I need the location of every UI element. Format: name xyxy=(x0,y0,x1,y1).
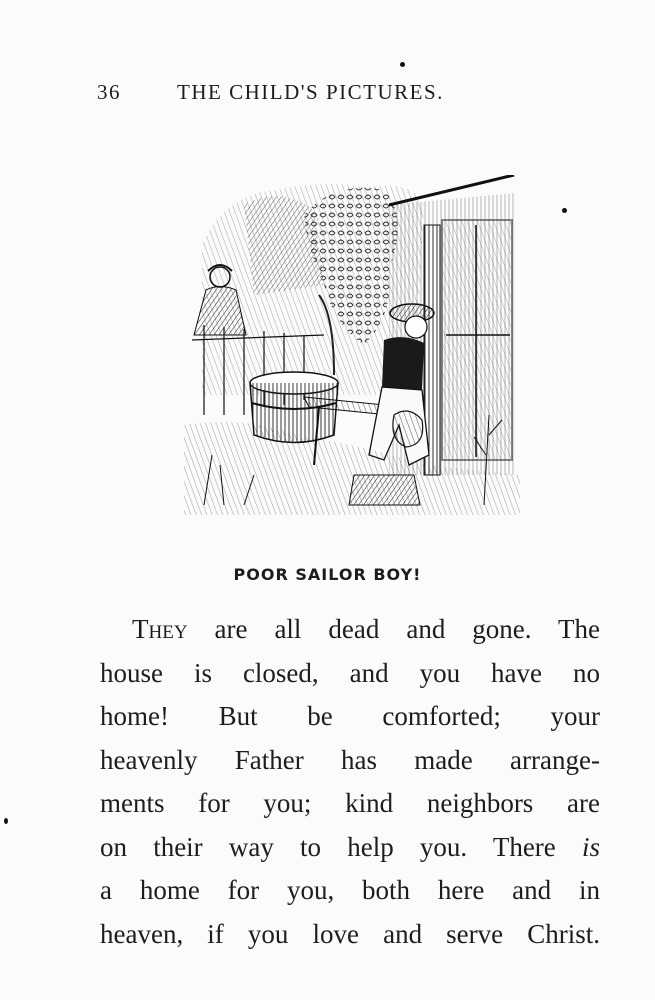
paragraph-line-4: heavenly Father has made arrange- xyxy=(100,744,600,775)
ink-speck xyxy=(4,818,8,824)
illustration xyxy=(184,175,520,515)
paragraph-line-6 xyxy=(100,826,600,870)
paragraph-line-6-text: on their way to help you. There xyxy=(100,831,582,862)
emphasis-word: is xyxy=(581,831,600,862)
paragraph-line-1-text: are all dead and gone. The xyxy=(187,614,600,644)
engraving-sailor-boy-at-door-icon xyxy=(184,175,520,515)
caption: POOR SAILOR BOY! xyxy=(233,565,422,584)
ink-speck xyxy=(400,62,405,67)
paragraph-line-1 xyxy=(100,608,600,652)
paragraph-line-7: a home for you, both here and in xyxy=(100,875,600,905)
paragraph-line-8: heaven, if you love and serve Christ. xyxy=(100,918,600,949)
page-number: 36 xyxy=(97,80,121,104)
paragraph-line-5: ments for you; kind neighbors are xyxy=(100,788,600,818)
page-header xyxy=(97,80,537,110)
ink-speck xyxy=(562,208,567,213)
paragraph-line-3: home! But be comforted; your xyxy=(100,701,600,731)
opening-word: They xyxy=(132,614,188,644)
body-paragraph xyxy=(100,608,600,956)
paragraph-line-2: house is closed, and you have no xyxy=(100,657,600,688)
running-head: THE CHILD'S PICTURES. xyxy=(177,80,444,104)
